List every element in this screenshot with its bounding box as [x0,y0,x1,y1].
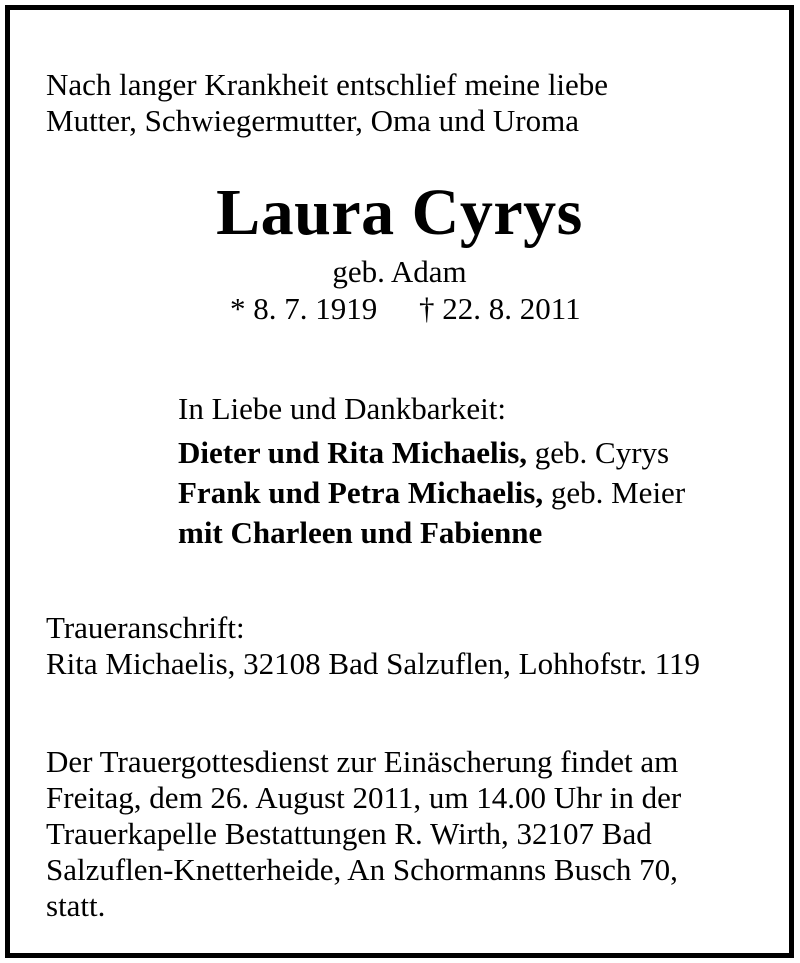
mourner-names: mit Charleen und Fabienne [178,515,543,550]
birth-date: * 8. 7. 1919 [230,291,378,326]
service-line-4: Salzuflen-Knetterheide, An Schormanns Busch 70, [46,852,678,887]
mourner-line [178,515,542,551]
service-line-1: Der Trauergottesdienst zur Einäscherung findet am [46,744,679,779]
deceased-name: Laura Cyrys [216,176,583,249]
service-line-5: statt. [46,888,106,923]
mourner-names: Frank und Petra Michaelis, [178,475,544,510]
mourner-maiden: geb. Meier [543,475,686,510]
mourner-names: Dieter und Rita Michaelis, [178,435,528,470]
mourners-heading: In Liebe und Dankbarkeit: [178,391,506,426]
mourner-line [178,475,685,511]
intro-line-2: Mutter, Schwiegermutter, Oma und Uroma [46,103,579,138]
service-line-3: Trauerkapelle Bestattungen R. Wirth, 32107 Bad [46,816,652,851]
maiden-name: geb. Adam [332,254,467,289]
intro-line-1: Nach langer Krankheit entschlief meine liebe [46,67,609,102]
obituary-notice [5,5,794,958]
death-date: † 22. 8. 2011 [419,291,581,326]
address-text: Rita Michaelis, 32108 Bad Salzuflen, Lohhofstr. 119 [46,646,701,681]
service-line-2: Freitag, dem 26. August 2011, um 14.00 Uhr in der [46,780,682,815]
address-label: Traueranschrift: [46,610,245,645]
mourner-maiden: geb. Cyrys [527,435,670,470]
mourner-line [178,435,669,471]
